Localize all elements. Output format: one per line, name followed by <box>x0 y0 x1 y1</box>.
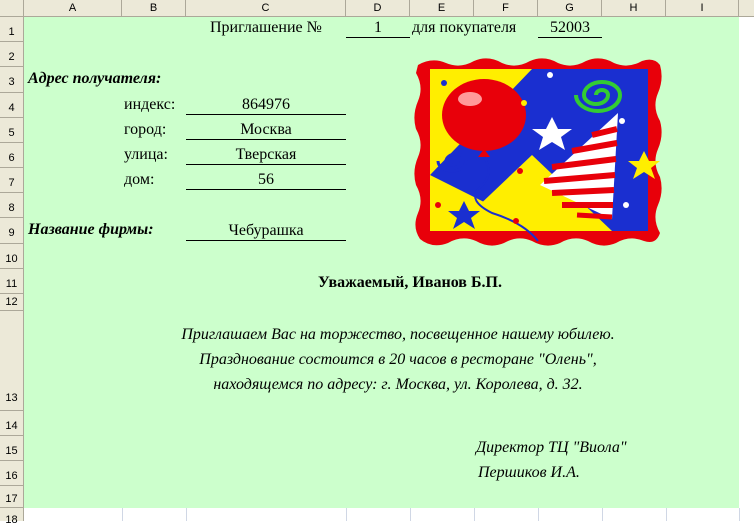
grid-line <box>474 508 475 521</box>
row-header-16[interactable]: 16 <box>0 461 24 486</box>
column-header-e[interactable]: E <box>410 0 474 17</box>
row-header-5[interactable]: 5 <box>0 118 24 143</box>
column-header-g[interactable]: G <box>538 0 602 17</box>
body-line-3: находящемся по адресу: г. Москва, ул. Королева, д. 32. <box>213 376 583 393</box>
body-line-1: Приглашаем Вас на торжество, посвещенное нашему юбилею. <box>181 326 615 343</box>
row-header-13[interactable]: 13 <box>0 311 24 411</box>
grid-line <box>538 508 539 521</box>
street-label: улица: <box>124 146 168 163</box>
column-header-b[interactable]: B <box>122 0 186 17</box>
row-header-7[interactable]: 7 <box>0 168 24 193</box>
street-value: Тверская <box>186 146 346 165</box>
row-header-6[interactable]: 6 <box>0 143 24 168</box>
company-value: Чебурашка <box>186 222 346 241</box>
address-title: Адрес получателя: <box>28 70 162 87</box>
confetti-dot <box>521 100 527 106</box>
column-header-filler <box>739 0 754 17</box>
grid-line <box>186 508 187 521</box>
row-header-12[interactable]: 12 <box>0 294 24 311</box>
column-header-i[interactable]: I <box>666 0 739 17</box>
grid-line <box>602 508 603 521</box>
column-header-d[interactable]: D <box>346 0 410 17</box>
row-header-4[interactable]: 4 <box>0 93 24 118</box>
row-header-15[interactable]: 15 <box>0 436 24 461</box>
row-header-8[interactable]: 8 <box>0 193 24 218</box>
confetti-dot <box>619 118 625 124</box>
grid-line <box>346 508 347 521</box>
greeting: Уважаемый, Иванов Б.П. <box>318 274 502 291</box>
invitation-for-label: для покупателя <box>412 19 517 36</box>
row-header-18[interactable]: 18 <box>0 508 24 521</box>
house-label: дом: <box>124 171 155 188</box>
signature-title: Директор ТЦ "Виола" <box>476 439 627 456</box>
confetti-dot <box>517 168 523 174</box>
row-header-10[interactable]: 10 <box>0 244 24 269</box>
grid-line <box>122 508 123 521</box>
row-header-14[interactable]: 14 <box>0 411 24 436</box>
grid-line <box>666 508 667 521</box>
confetti-dot <box>441 80 447 86</box>
company-label: Название фирмы: <box>28 221 154 238</box>
row-header-9[interactable]: 9 <box>0 218 24 244</box>
column-header-c[interactable]: C <box>186 0 346 17</box>
city-label: город: <box>124 121 167 138</box>
customer-id: 52003 <box>538 19 602 38</box>
grid-line <box>410 508 411 521</box>
city-value: Москва <box>186 121 346 140</box>
column-header-h[interactable]: H <box>602 0 666 17</box>
column-header-f[interactable]: F <box>474 0 538 17</box>
house-value: 56 <box>186 171 346 190</box>
signature-name: Першиков И.А. <box>478 464 580 481</box>
row-header-2[interactable]: 2 <box>0 42 24 67</box>
column-header-a[interactable]: A <box>24 0 122 17</box>
confetti-dot <box>547 72 553 78</box>
row-header-1[interactable]: 1 <box>0 17 24 42</box>
confetti-dot <box>623 202 629 208</box>
confetti-dot <box>513 218 519 224</box>
index-label: индекс: <box>124 96 176 113</box>
select-all-corner[interactable] <box>0 0 24 17</box>
invitation-number: 1 <box>346 19 410 38</box>
row-18-cells[interactable] <box>24 508 754 521</box>
confetti-dot <box>435 202 441 208</box>
body-line-2: Празднование состоится в 20 часов в ресторане "Олень", <box>199 351 597 368</box>
party-balloon-clipart-icon[interactable] <box>412 55 664 247</box>
row-header-3[interactable]: 3 <box>0 67 24 93</box>
index-value: 864976 <box>186 96 346 115</box>
sheet-right-margin <box>739 17 754 508</box>
row-header-11[interactable]: 11 <box>0 269 24 294</box>
invitation-label: Приглашение № <box>210 19 322 36</box>
row-header-17[interactable]: 17 <box>0 486 24 508</box>
